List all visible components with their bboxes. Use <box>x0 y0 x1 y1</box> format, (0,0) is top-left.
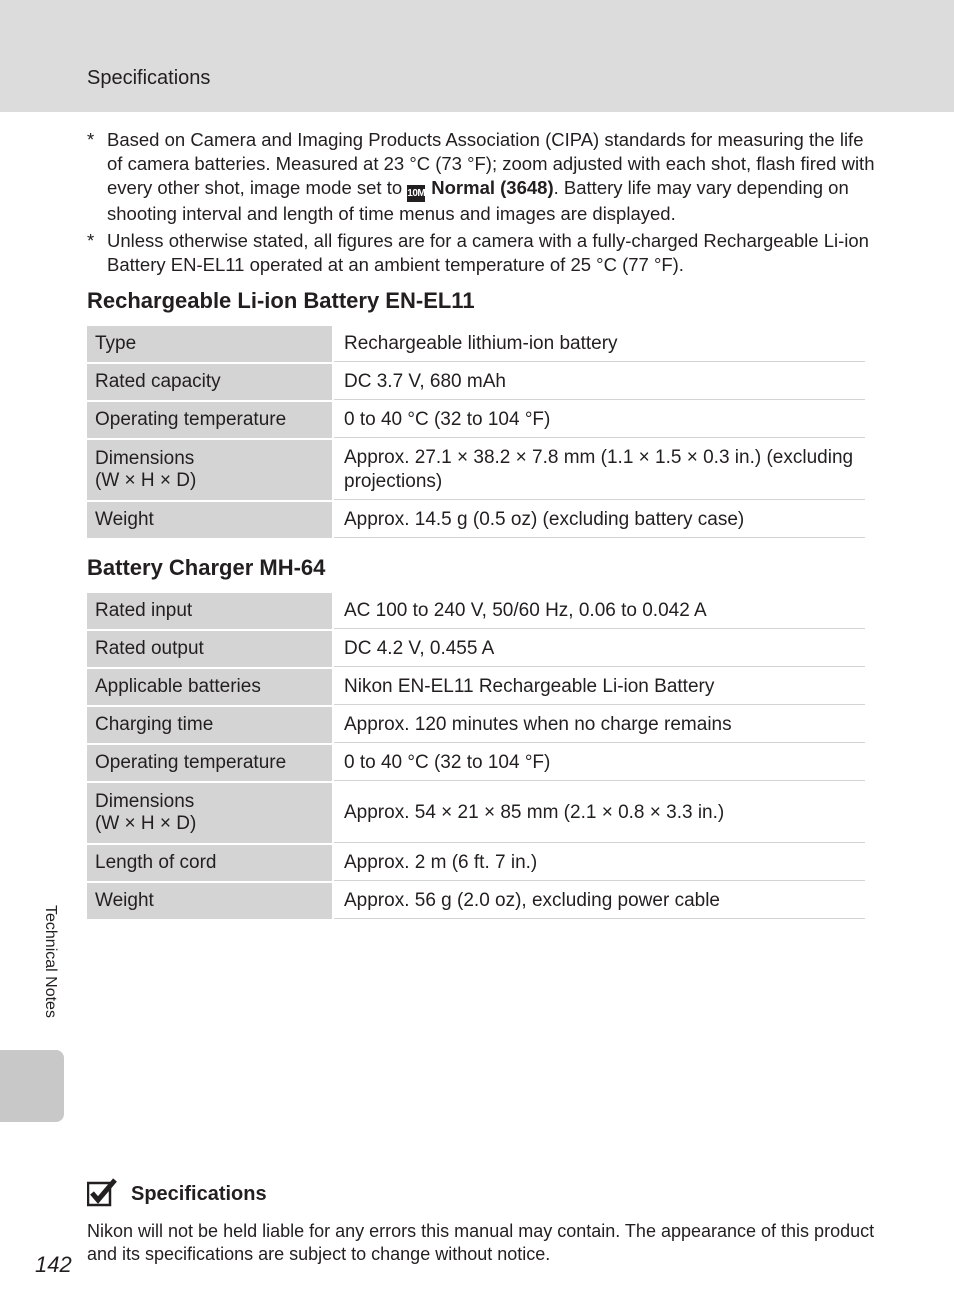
battery-section-title: Rechargeable Li-ion Battery EN-EL11 <box>87 288 475 313</box>
table-row <box>87 593 865 629</box>
checkmark-icon <box>87 1178 117 1208</box>
spec-label: Rated output <box>87 631 332 667</box>
table-row <box>87 669 865 705</box>
note-text: Unless otherwise stated, all figures are for a camera with a fully-charged Rechargeable Li-ion Battery EN-EL11 operated at an ambient temperature of 25 °C (77 °F). <box>107 230 869 275</box>
spec-label-line: Dimensions <box>95 448 195 469</box>
battery-spec-table <box>87 326 865 540</box>
spec-label: Type <box>87 326 332 362</box>
spec-label: Rated input <box>87 593 332 629</box>
spec-label-line: (W × H × D) <box>95 470 197 491</box>
table-row <box>87 707 865 743</box>
note-text: Based on Camera and Imaging Products Association (CIPA) standards for measuring the life of camera batteries. Measured at 23 °C (73 °F); zoom adjusted with each shot, flash fired with every other shot, image mode set to <box>107 129 875 198</box>
charger-section-title: Battery Charger MH-64 <box>87 555 326 580</box>
spec-label: Weight <box>87 502 332 538</box>
spec-label: Weight <box>87 883 332 919</box>
spec-value: Approx. 54 × 21 × 85 mm (2.1 × 0.8 × 3.3 in.) <box>334 783 865 843</box>
spec-value: Approx. 27.1 × 38.2 × 7.8 mm (1.1 × 1.5 × 0.3 in.) (excluding projections) <box>334 440 865 500</box>
spec-value: DC 4.2 V, 0.455 A <box>334 631 865 667</box>
spec-label-line: Dimensions <box>95 791 195 812</box>
spec-value: Nikon EN-EL11 Rechargeable Li-ion Battery <box>334 669 865 705</box>
table-row <box>87 502 865 538</box>
spec-value: Approx. 2 m (6 ft. 7 in.) <box>334 845 865 881</box>
spec-label: Length of cord <box>87 845 332 881</box>
spec-value: Approx. 14.5 g (0.5 oz) (excluding battery case) <box>334 502 865 538</box>
spec-label: Operating temperature <box>87 745 332 781</box>
table-row <box>87 883 865 919</box>
side-section-label <box>37 905 59 1035</box>
note-bold-text: Normal (3648) <box>431 177 554 198</box>
spec-label <box>87 783 332 843</box>
table-row <box>87 783 865 843</box>
spec-value: Approx. 120 minutes when no charge remains <box>334 707 865 743</box>
charger-spec-table <box>87 593 865 921</box>
spec-label: Operating temperature <box>87 402 332 438</box>
header-title: Specifications <box>87 67 211 89</box>
spec-label: Rated capacity <box>87 364 332 400</box>
spec-label-line: (W × H × D) <box>95 813 197 834</box>
note-cipa <box>87 128 877 226</box>
spec-value: 0 to 40 °C (32 to 104 °F) <box>334 402 865 438</box>
table-row <box>87 326 865 362</box>
side-label-text: Technical Notes <box>42 905 59 1018</box>
footer-text: Nikon will not be held liable for any errors this manual may contain. The appearance of this product and its specifications are subject to change without notice. <box>87 1221 875 1264</box>
note-conditions <box>87 229 877 277</box>
header-band <box>0 0 954 112</box>
note-marker: * <box>87 230 95 251</box>
spec-value: DC 3.7 V, 680 mAh <box>334 364 865 400</box>
side-tab <box>0 1050 64 1122</box>
spec-label: Charging time <box>87 707 332 743</box>
footer-title: Specifications <box>131 1183 267 1205</box>
table-row <box>87 364 865 400</box>
table-row <box>87 402 865 438</box>
spec-label <box>87 440 332 500</box>
page-number: 142 <box>35 1252 72 1277</box>
spec-value: 0 to 40 °C (32 to 104 °F) <box>334 745 865 781</box>
image-mode-icon: 10M <box>407 185 425 202</box>
notes <box>87 128 877 280</box>
spec-value: Rechargeable lithium-ion battery <box>334 326 865 362</box>
spec-value: AC 100 to 240 V, 50/60 Hz, 0.06 to 0.042 A <box>334 593 865 629</box>
spec-label: Applicable batteries <box>87 669 332 705</box>
note-text-continued: . Battery life may vary depending on shooting interval and length of time menus and images are displayed. <box>107 177 849 224</box>
table-row <box>87 845 865 881</box>
note-marker: * <box>87 129 95 150</box>
table-row <box>87 440 865 500</box>
spec-value: Approx. 56 g (2.0 oz), excluding power cable <box>334 883 865 919</box>
table-row <box>87 631 865 667</box>
table-row <box>87 745 865 781</box>
